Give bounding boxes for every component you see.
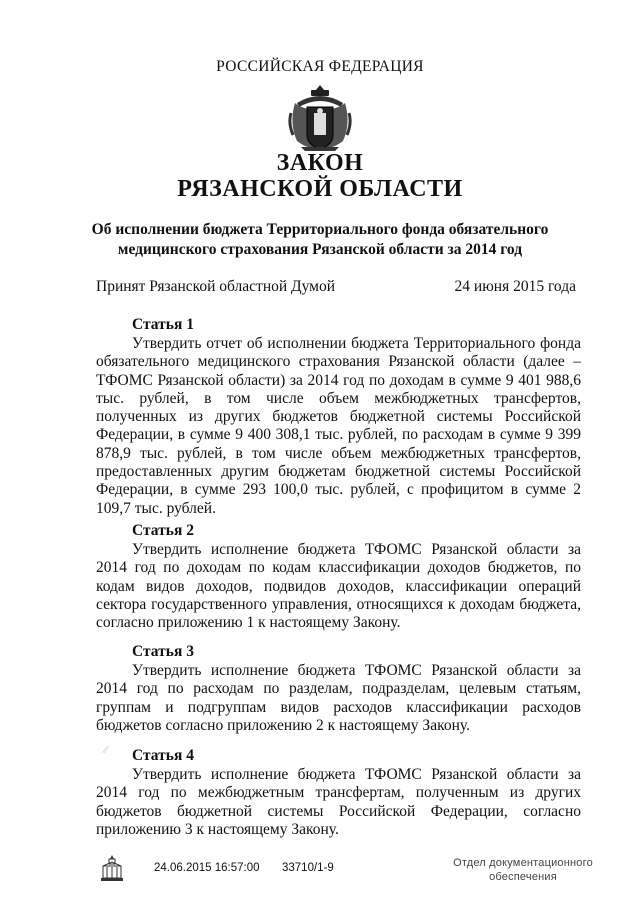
article-heading: Статья 1	[132, 316, 194, 333]
law-subject	[0, 220, 640, 260]
ryazan-coat-of-arms-icon	[287, 83, 353, 153]
stamp-line1: Отдел документационного	[453, 857, 593, 869]
federation-header: РОССИЙСКАЯ ФЕДЕРАЦИЯ	[216, 58, 424, 75]
law-title-line2: РЯЗАНСКОЙ ОБЛАСТИ	[177, 176, 463, 202]
department-stamp	[448, 856, 598, 884]
law-title-line1: ЗАКОН	[276, 150, 364, 176]
article-heading: Статья 2	[132, 522, 194, 539]
margin-mark: ⁄⁄	[104, 745, 108, 756]
footer-timestamp: 24.06.2015 16:57:00	[154, 862, 260, 874]
stamp-line2: обеспечения	[489, 871, 557, 883]
adoption-date: 24 июня 2015 года	[454, 278, 576, 295]
article-heading: Статья 3	[132, 643, 194, 660]
article-heading: Статья 4	[132, 747, 194, 764]
article-text: Утвердить исполнение бюджета ТФОМС Рязанской области за 2014 год по расходам по разделам, подразделам, целевым статьям, группам и подгруппам видов расходов классификации расходов бюджетов согласно приложению 2 к настоящему Закону.	[96, 662, 581, 734]
adopted-by: Принят Рязанской областной Думой	[96, 278, 336, 295]
article-text: Утвердить отчет об исполнении бюджета Территориального фонда обязательного медицинского страхования Рязанской области (далее – ТФОМС Рязанской области) за 2014 год по доходам в сумме 9 401 988,6 тыс. рублей, в том числе объем межбюджетных трансфертов, полученных из других бюджетов бюджетной системы Российской Федерации, в сумме 9 400 308,1 тыс. рублей, по расходам в сумме 9 399 878,9 тыс. рублей, в том числе объем межбюджетных трансфертов, предоставленных другим бюджетам бюджетной системы Российской Федерации, в сумме 293 100,0 тыс. рублей, с профицитом в сумме 2 109,7 тыс. рублей.	[96, 335, 581, 517]
law-subject-line1: Об исполнении бюджета Территориального фонда обязательного	[91, 221, 549, 238]
article-4	[96, 746, 581, 839]
article-1	[96, 315, 581, 518]
article-text: Утвердить исполнение бюджета ТФОМС Рязанской области за 2014 год по доходам по кодам классификации доходов бюджетов, по кодам видов доходов, подвидов доходов, классификации операций сектора государственного управления, относящихся к доходам бюджета, согласно приложению 1 к настоящему Закону.	[96, 541, 581, 632]
article-3	[96, 642, 581, 735]
footer-doc-number: 33710/1-9	[282, 862, 334, 874]
duma-building-icon	[100, 854, 124, 884]
article-2	[96, 521, 581, 632]
law-title	[0, 150, 640, 202]
article-text: Утвердить исполнение бюджета ТФОМС Рязанской области за 2014 год по межбюджетным трансфертам, полученным из других бюджетов бюджетной системы Российской Федерации, согласно приложению 3 к настоящему Закону.	[96, 766, 581, 838]
law-subject-line2: медицинского страхования Рязанской области за 2014 год	[117, 241, 523, 258]
